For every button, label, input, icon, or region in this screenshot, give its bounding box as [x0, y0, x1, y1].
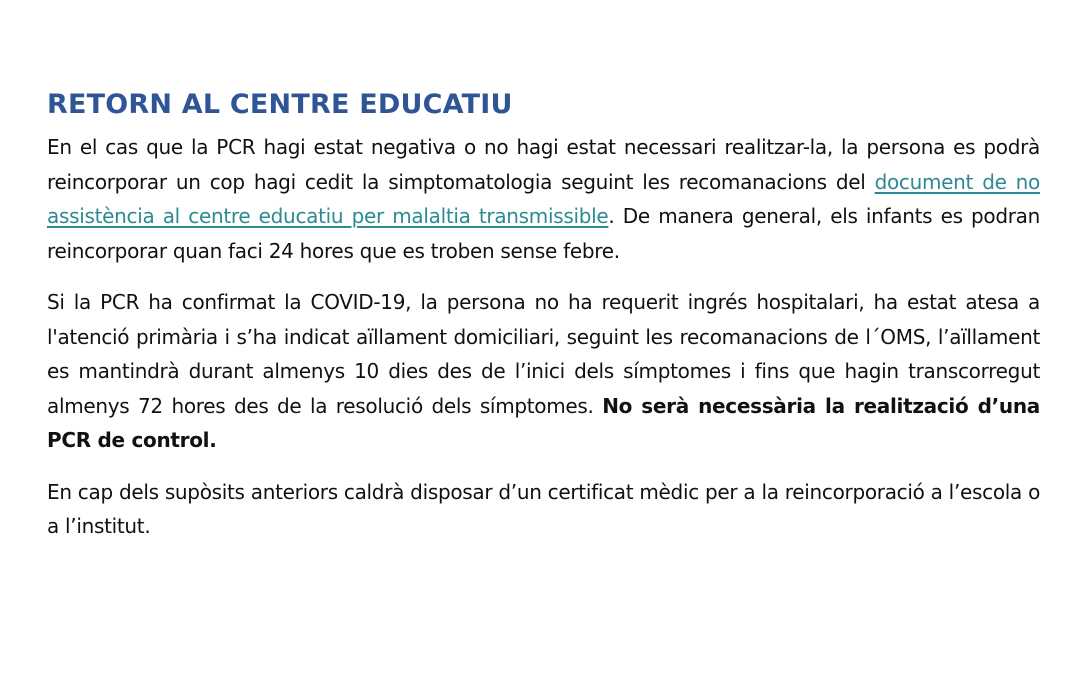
- paragraph-text: En el cas que la PCR hagi estat negativa o no hagi estat necessari realitzar-la, la persona es podrà reincorporar un cop hagi cedit la simptomatologia seguint les recomanacions del: [47, 135, 1040, 194]
- paragraph-text: Si la PCR ha confirmat la COVID-19, la persona no ha requerit ingrés hospitalari, ha estat atesa a l'atenció primària i s’ha indicat aïllament domiciliari, seguint les recomanacions de l´OMS, l’aïllament es mantindrà durant almenys 10 dies des de l’inici dels símptomes i fins que hagin transcorregut almenys 72 hores des de la resolució dels símptomes.: [47, 290, 1040, 418]
- paragraph-confirmed-covid: [47, 285, 1040, 458]
- paragraph-negative-pcr: [47, 130, 1040, 268]
- bold-notice: No serà necessària la realització d’una PCR de control.: [47, 393, 1041, 452]
- document-link[interactable]: document de no assistència al centre educatiu per malaltia transmissible: [47, 169, 1040, 228]
- paragraph-text: En cap dels supòsits anteriors caldrà disposar d’un certificat mèdic per a la reincorporació a l’escola o a l’institut.: [47, 479, 1040, 538]
- section-heading: RETORN AL CENTRE EDUCATIU: [47, 89, 513, 120]
- paragraph-certificate: [47, 475, 1040, 544]
- paragraph-text: . De manera general, els infants es podran reincorporar quan faci 24 hores que es troben sense febre.: [47, 204, 1040, 263]
- document-page: [47, 86, 1040, 561]
